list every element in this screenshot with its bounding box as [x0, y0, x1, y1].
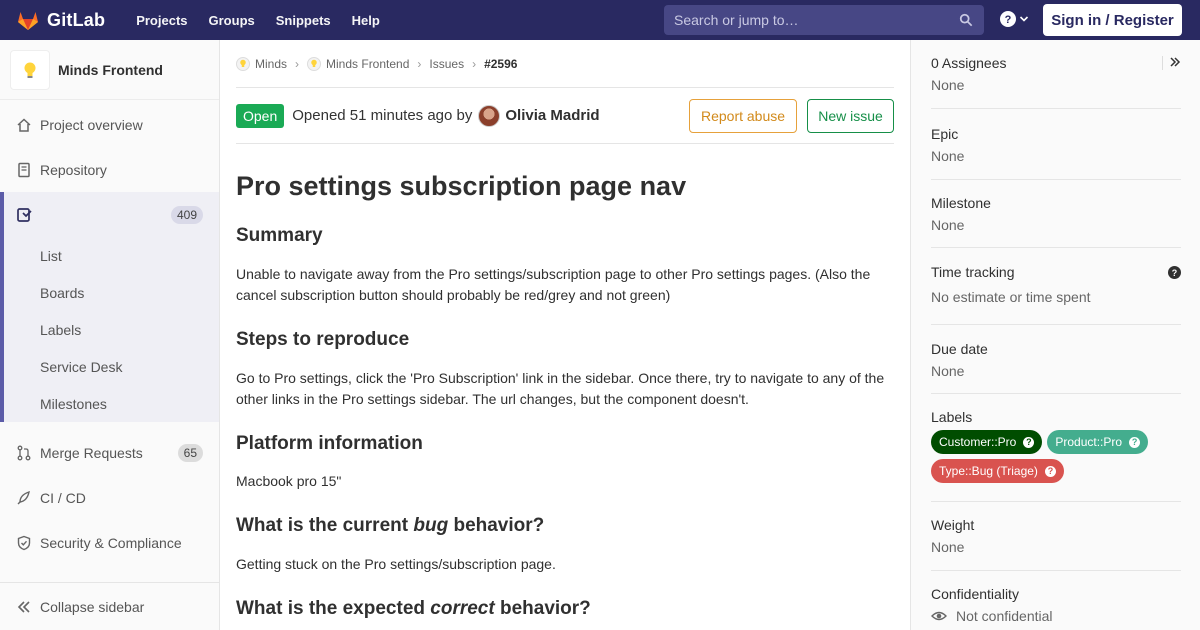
sidebar-subitem-labels[interactable]: Labels: [40, 321, 82, 338]
sidebar-item-label: Merge Requests: [40, 444, 143, 461]
section-text-current-behavior: Getting stuck on the Pro settings/subscription page.: [236, 556, 556, 573]
sidebar-item-merge-requests[interactable]: [0, 430, 219, 475]
issues-icon: [16, 207, 32, 223]
eye-icon: [931, 610, 947, 622]
project-avatar: [10, 50, 50, 90]
section-text-platform: Macbook pro 15": [236, 473, 342, 490]
chevron-down-icon: [1019, 14, 1029, 24]
project-header[interactable]: [0, 40, 219, 100]
double-chevron-left-icon: [16, 599, 32, 615]
due-date-block: [931, 325, 1181, 394]
doc-icon: [16, 162, 32, 178]
breadcrumb-label: Minds: [255, 56, 288, 71]
question-circle-icon[interactable]: [1168, 266, 1181, 279]
breadcrumb: [236, 40, 894, 88]
section-heading-current-behavior: What is the current bug behavior?: [236, 515, 545, 537]
confidentiality-value: Not confidential: [931, 608, 1181, 624]
author-link[interactable]: Olivia Madrid: [505, 107, 600, 124]
label-customer-pro[interactable]: Customer::Pro ?: [931, 430, 1042, 454]
collapse-sidebar-button[interactable]: [0, 582, 219, 630]
weight-block: [931, 502, 1181, 571]
gitlab-logo-icon: [16, 8, 40, 32]
section-text-steps: Go to Pro settings, click the 'Pro Subscription' link in the sidebar. Once there, try to navigate to any of the other links in the Pro settings sidebar. The url changes, but the component doesn't.: [236, 369, 885, 407]
question-circle-icon: [1000, 11, 1016, 27]
gitlab-home-link[interactable]: [16, 8, 105, 32]
confidentiality-block: [931, 571, 1181, 630]
due-date-value: None: [931, 363, 965, 379]
label-product-pro[interactable]: Product::Pro ?: [1047, 430, 1148, 454]
issue-title: Pro settings subscription page nav: [236, 171, 687, 201]
sidebar-item-ci-cd[interactable]: [0, 475, 219, 520]
section-heading-steps: Steps to reproduce: [236, 329, 410, 351]
epic-value: None: [931, 148, 965, 164]
breadcrumb-minds-frontend[interactable]: [307, 57, 409, 71]
sidebar-item-label: CI / CD: [40, 489, 86, 506]
question-icon: ?: [1129, 437, 1140, 448]
rocket-icon: [16, 490, 32, 506]
sidebar-item-label: Security & Compliance: [40, 534, 182, 551]
issue-main-content: [236, 40, 894, 630]
merge-requests-count-badge: 65: [178, 444, 203, 462]
sign-in-button[interactable]: Sign in / Register: [1043, 4, 1182, 36]
milestone-value: None: [931, 217, 965, 233]
milestone-title: Milestone: [931, 195, 991, 211]
due-date-title: Due date: [931, 341, 988, 357]
sidebar-subitem-list[interactable]: List: [40, 247, 62, 264]
help-dropdown[interactable]: [1000, 11, 1029, 27]
brand-name: GitLab: [47, 9, 106, 30]
epic-block: [931, 109, 1181, 180]
sidebar-item-project-overview[interactable]: [0, 102, 219, 147]
section-text-summary: Unable to navigate away from the Pro settings/subscription page to other Pro settings pages. (Also the cancel subscription button should probably be red/grey and not green): [236, 266, 871, 304]
status-badge: Open: [236, 104, 284, 128]
top-navbar: [0, 0, 1200, 40]
lightbulb-icon: [236, 57, 250, 71]
sidebar-group-issues: [0, 192, 219, 422]
search-box: [664, 5, 984, 35]
avatar[interactable]: [478, 105, 500, 127]
search-input[interactable]: [664, 12, 959, 28]
assignees-value: None: [931, 77, 965, 93]
issues-count-badge: 409: [171, 206, 203, 224]
milestone-block: [931, 180, 1181, 248]
lightbulb-icon: [22, 61, 38, 79]
labels-block: [931, 394, 1181, 502]
sidebar-item-security-compliance[interactable]: [0, 520, 219, 565]
opened-text: Opened 51 minutes ago by: [292, 107, 473, 124]
weight-title: Weight: [931, 517, 975, 533]
sidebar-subitem-service-desk[interactable]: Service Desk: [40, 358, 123, 375]
chevron-right-icon: ›: [295, 56, 300, 71]
time-tracking-value: No estimate or time spent: [931, 289, 1091, 305]
breadcrumb-issue-number[interactable]: #2596: [484, 56, 518, 71]
chevron-right-icon: ›: [472, 56, 477, 71]
weight-value: None: [931, 539, 965, 555]
labels-list: [931, 430, 1181, 488]
label-type-bug-triage[interactable]: Type::Bug (Triage) ?: [931, 459, 1064, 483]
chevron-right-icon: ›: [417, 56, 422, 71]
nav-groups[interactable]: Groups: [208, 12, 255, 28]
breadcrumb-minds[interactable]: [236, 57, 287, 71]
home-icon: [16, 117, 32, 133]
divider: [1162, 56, 1163, 70]
nav-projects[interactable]: Projects: [136, 12, 188, 28]
search-icon[interactable]: [959, 13, 973, 27]
breadcrumb-issues[interactable]: Issues: [429, 56, 465, 71]
epic-title: Epic: [931, 126, 959, 142]
section-heading-summary: Summary: [236, 225, 323, 247]
question-icon: ?: [1023, 437, 1034, 448]
labels-title: Labels: [931, 409, 973, 425]
issue-header: [236, 88, 894, 144]
assignees-block: [931, 40, 1181, 109]
report-abuse-button[interactable]: Report abuse: [689, 99, 797, 133]
project-name: Minds Frontend: [58, 61, 163, 78]
question-icon: ?: [1045, 466, 1056, 477]
svg-text:?: ?: [1004, 14, 1012, 26]
time-tracking-title: Time tracking: [931, 264, 1015, 280]
sidebar-item-repository[interactable]: [0, 147, 219, 192]
shield-icon: [16, 535, 32, 551]
confidentiality-title: Confidentiality: [931, 586, 1019, 602]
sidebar-subitem-milestones[interactable]: Milestones: [40, 395, 107, 412]
project-sidebar: [0, 40, 220, 630]
sidebar-subitem-boards[interactable]: Boards: [40, 284, 85, 301]
merge-request-icon: [16, 445, 32, 461]
svg-text:?: ?: [1171, 267, 1178, 278]
sidebar-item-label: Project overview: [40, 116, 143, 133]
nav-help[interactable]: Help: [351, 12, 380, 28]
nav-snippets[interactable]: Snippets: [275, 12, 331, 28]
section-heading-platform: Platform information: [236, 432, 423, 454]
issue-right-sidebar: [910, 40, 1200, 630]
lightbulb-icon: [307, 57, 321, 71]
new-issue-button[interactable]: New issue: [807, 99, 894, 133]
assignees-title: 0 Assignees: [931, 55, 1007, 71]
time-tracking-block: [931, 248, 1181, 325]
sidebar-item-label: Repository: [40, 161, 107, 178]
sidebar-item-issues[interactable]: [4, 192, 219, 237]
collapse-sidebar-label: Collapse sidebar: [40, 598, 145, 615]
section-heading-expected-behavior: What is the expected correct behavior?: [236, 598, 591, 620]
breadcrumb-label: Minds Frontend: [326, 56, 410, 71]
double-chevron-right-icon[interactable]: [1169, 56, 1181, 68]
